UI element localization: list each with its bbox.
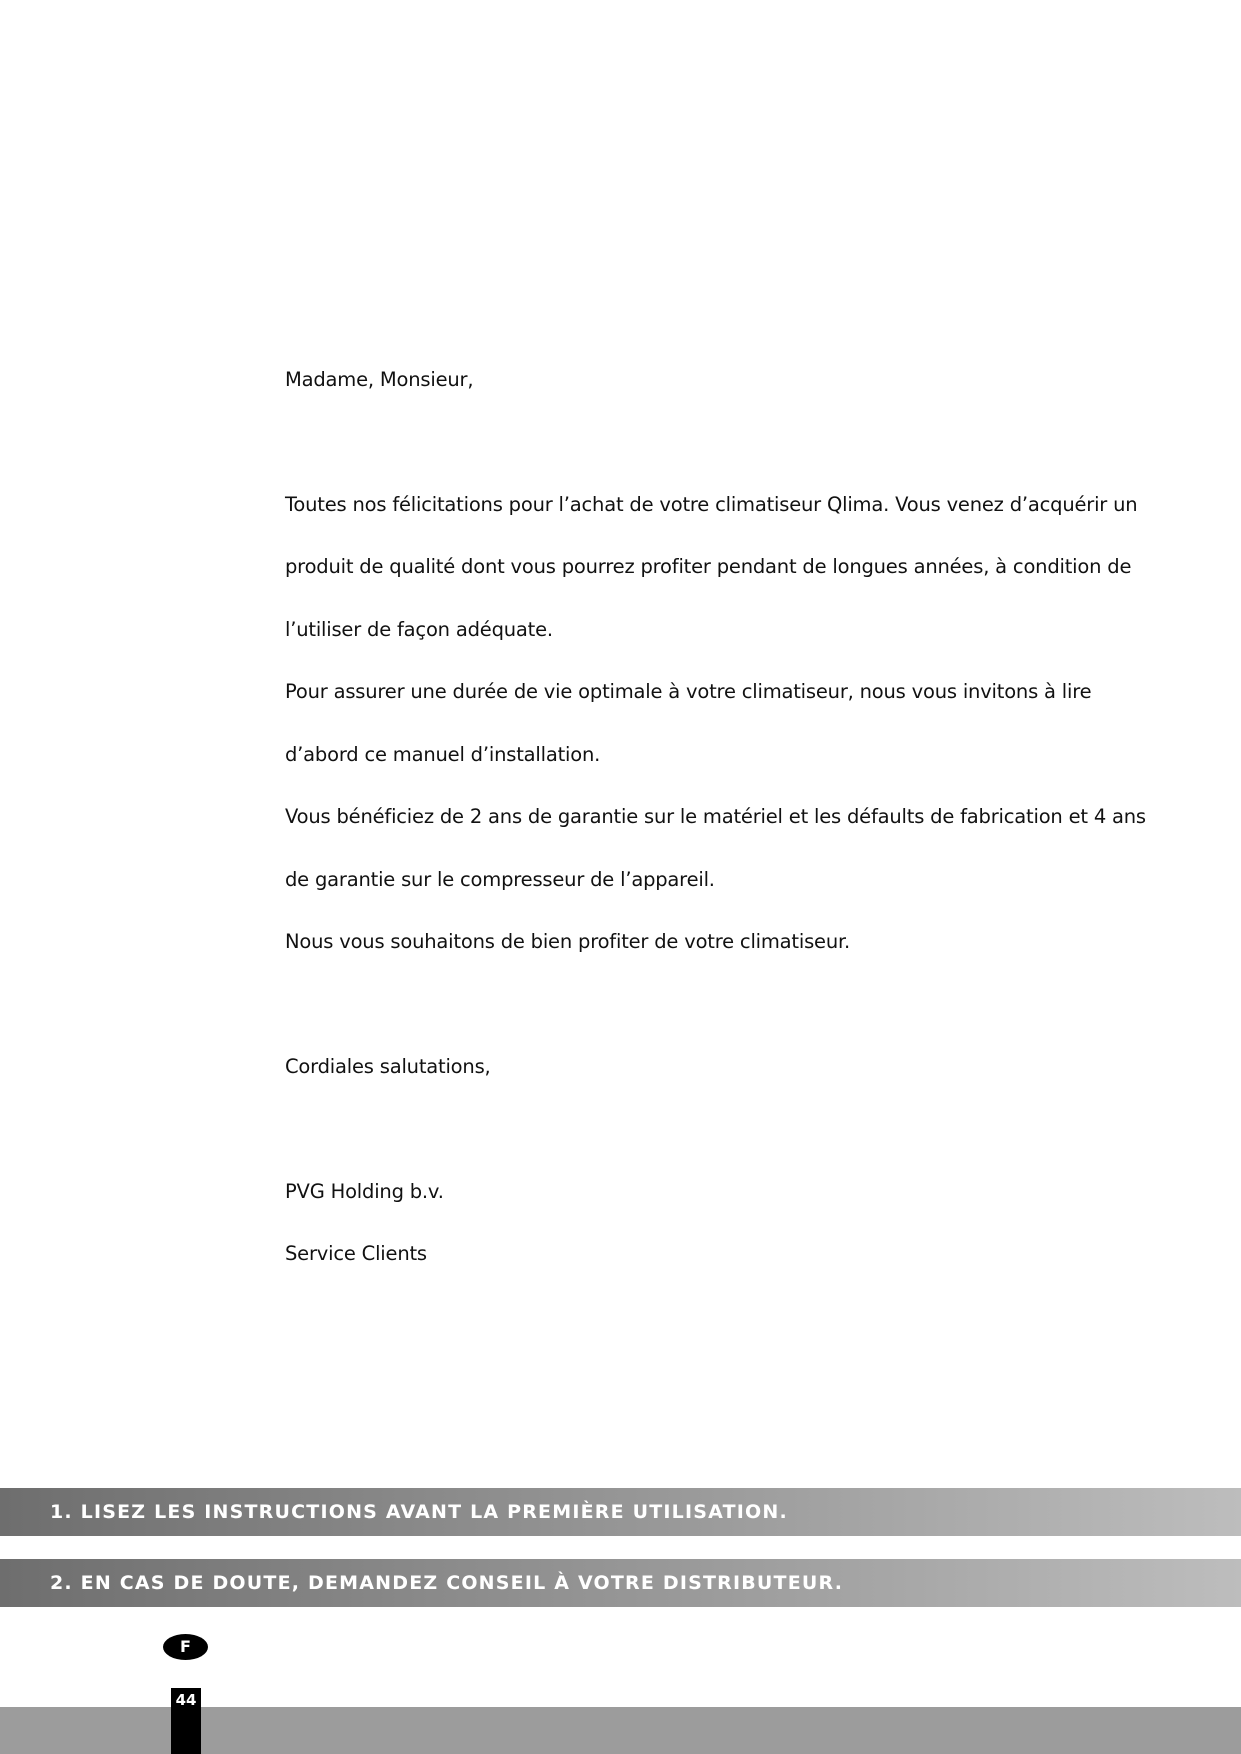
paragraph-1-line-1: Toutes nos félicitations pour l’achat de votre climatiseur Qlima. Vous venez d’acquérir un [285,493,1138,516]
paragraph-2-line-1: Pour assurer une durée de vie optimale à votre climatiseur, nous vous invitons à lire [285,680,1092,703]
department-name: Service Clients [285,1242,427,1265]
paragraph-2-line-2: d’abord ce manuel d’installation. [285,743,601,766]
paragraph-3-line-2: de garantie sur le compresseur de l’appareil. [285,868,715,891]
instruction-banner-2: 2. EN CAS DE DOUTE, DEMANDEZ CONSEIL À VOTRE DISTRIBUTEUR. [0,1559,1241,1607]
paragraph-1-line-3: l’utiliser de façon adéquate. [285,618,553,641]
instruction-banner-1: 1. LISEZ LES INSTRUCTIONS AVANT LA PREMIÈRE UTILISATION. [0,1488,1241,1536]
paragraph-3-line-1: Vous bénéficiez de 2 ans de garantie sur le matériel et les défaults de fabrication et 4 ans [285,805,1146,828]
page-number: 44 [175,1691,197,1709]
paragraph-1-line-2: produit de qualité dont vous pourrez profiter pendant de longues années, à condition de [285,555,1132,578]
company-name: PVG Holding b.v. [285,1180,444,1203]
closing: Cordiales salutations, [285,1055,491,1078]
salutation: Madame, Monsieur, [285,368,474,391]
language-badge: F [163,1634,208,1660]
paragraph-4: Nous vous souhaitons de bien profiter de votre climatiseur. [285,930,851,953]
